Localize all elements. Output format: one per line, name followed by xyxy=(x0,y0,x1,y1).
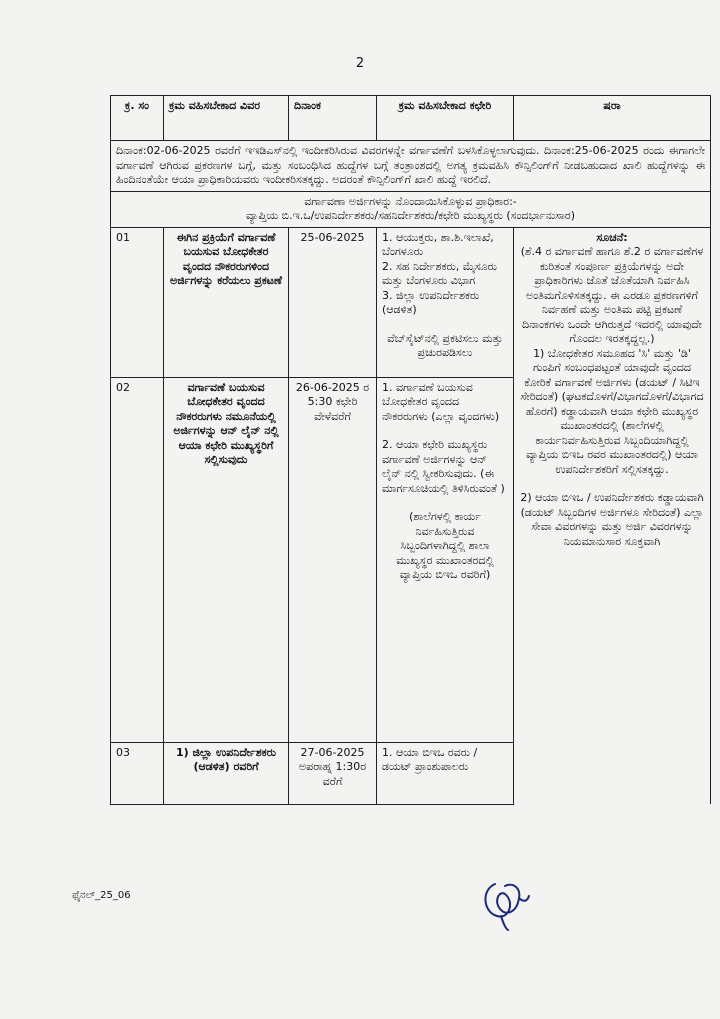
office-item: 1. ವರ್ಗಾವಣೆ ಬಯಸುವ ಬೋಧಕೇತರ ವೃಂದದ ನೌಕರರುಗಳು (ಎಲ್ಲಾ ವೃಂದಗಳು) xyxy=(382,380,500,423)
header-procedure: ಕ್ರಮ ವಹಿಸಬೇಕಾದ ವಿವರ xyxy=(164,96,289,141)
row-office xyxy=(377,227,514,377)
remarks-para-1: (ಶೆ.4 ರ ವರ್ಗಾವಣೆ ಹಾಗೂ ಶೆ.2 ರ ವರ್ಗಾವಣೆಗಳ ಕುರಿತಂತೆ ಸಂಪೂರ್ಣ ಪ್ರಕ್ರಿಯೆಗಳನ್ನು ಅದೇ ಪ್ರಾಧಿಕಾರಿಗಳು ಜೊತೆ ಜೊತೆಯಾಗಿ ನಿರ್ವಹಿಸಿ ಅಂತಿಮಗೊಳಿಸತಕ್ಕದ್ದು. ಈ ಎರಡೂ ಪ್ರಕರಣಗಳಿಗೆ ನಿರ್ವಹಣೆ ಮತ್ತು ಅಂತಿಮ ಪಟ್ಟಿ ಪ್ರಕಟಣೆ ದಿನಾಂಕಗಳು ಒಂದೇ ಆಗಿರುತ್ತದೆ ಇದರಲ್ಲಿ ಯಾವುದೇ ಗೊಂದಲ ಇರತಕ್ಕದ್ದಲ್ಲ.) xyxy=(520,245,704,346)
office-item: 2. ಆಯಾ ಕಛೇರಿ ಮುಖ್ಯಸ್ಥರು ವರ್ಗಾವಣೆ ಅರ್ಜಿಗಳನ್ನು ಆನ್ ಲೈನ್ ನಲ್ಲಿ ಸ್ವೀಕರಿಸುವುದು. (ಈ ಮಾರ್ಗಸೂಚಿಯಲ್ಲಿ ತಿಳಿಸಿರುವಂತೆ ) xyxy=(382,438,505,495)
office-note: (ಶಾಲೆಗಳಲ್ಲಿ ಕಾರ್ಯ ನಿರ್ವಹಿಸುತ್ತಿರುವ ಸಿಬ್ಬಂದಿಗಳಾಗಿದ್ದಲ್ಲಿ ಶಾಲಾ ಮುಖ್ಯಸ್ಥರ ಮುಖಾಂತರದಲ್ಲಿ ವ್ಯಾಪ್ತಿಯ ಬಿಇಒ ರವರಿಗೆ) xyxy=(396,510,494,582)
row-office xyxy=(377,742,514,804)
header-office: ಕ್ರಮ ವಹಿಸಬೇಕಾದ ಕಛೇರಿ xyxy=(377,96,514,141)
page-number: 2 xyxy=(355,56,365,71)
row-office xyxy=(377,377,514,742)
office-item: 1. ಆಯಾ ಬಿಇಒ ರವರು / ಡಯಟ್ ಪ್ರಾಂಶುಪಾಲರು xyxy=(382,745,478,774)
header-remarks: ಷರಾ xyxy=(514,96,711,141)
office-item: 2. ಸಹ ನಿರ್ದೇಶಕರು, ಮೈಸೂರು ಮತ್ತು ಬೆಂಗಳೂರು ವಿಭಾಗ xyxy=(382,259,497,288)
office-item: 1. ಆಯುಕ್ತರು, ಶಾ.ಶಿ.ಇಲಾಖೆ, ಬೆಂಗಳೂರು xyxy=(382,230,494,259)
row-procedure: ವರ್ಗಾವಣೆ ಬಯಸುವ ಬೋಧಕೇತರ ವೃಂದದ ನೌಕರರುಗಳು ನಮೂನೆಯಲ್ಲಿ ಅರ್ಜಿಗಳನ್ನು ಆನ್ ಲೈನ್ ನಲ್ಲಿ ಆಯಾ ಕಛೇರಿ ಮುಖ್ಯಸ್ಥರಿಗೆ ಸಲ್ಲಿಸುವುದು xyxy=(164,377,289,742)
signature-image xyxy=(475,872,535,936)
row-date: 25-06-2025 xyxy=(289,227,377,377)
header-sl-no: ಕ್ರ. ಸಂ xyxy=(111,96,164,141)
remarks-para-2: 1) ಬೋಧಕೇತರ ಸಮೂಹದ 'ಸಿ' ಮತ್ತು 'ಡಿ' ಗುಂಪಿಗೆ ಸಂಬಂಧಪಟ್ಟಂತೆ ಯಾವುದೇ ವೃಂದದ ಕೋರಿಕೆ ವರ್ಗಾವಣೆ ಅರ್ಜಿಗಳು (ಡಯಟ್ / ಸಿಟಿಇ ಸೇರಿದಂತೆ) (ಘಟಕದೊಳಗೆ/ವಿಭಾಗದೊಳಗೆ/ವಿಭಾಗದ ಹೊರಗೆ) ಕಡ್ಡಾಯವಾಗಿ ಆಯಾ ಕಛೇರಿ ಮುಖ್ಯಸ್ಥರ ಮುಖಾಂತರದಲ್ಲಿ (ಶಾಲೆಗಳಲ್ಲಿ ಕಾರ್ಯನಿರ್ವಹಿಸುತ್ತಿರುವ ಸಿಬ್ಬಂದಿಯಾಗಿದ್ದಲ್ಲಿ ವ್ಯಾಪ್ತಿಯ ಬಿಇಒ ರವರ ಮುಖಾಂತರದಲ್ಲಿ) ಆಯಾ ಉಪನಿರ್ದೇಶಕರಿಗೆ ಸಲ್ಲಿಸತಕ್ಕದ್ದು. xyxy=(520,346,704,476)
remarks-cell xyxy=(514,227,711,804)
table-row xyxy=(111,227,711,377)
authority-row xyxy=(111,191,711,227)
row-number: 01 xyxy=(111,227,164,377)
row-number: 02 xyxy=(111,377,164,742)
office-item: 3. ಜಿಲ್ಲಾ ಉಪನಿರ್ದೇಶಕರು (ಆಡಳಿತ) xyxy=(382,288,480,317)
authority-cell xyxy=(111,191,711,227)
remarks-para-3: 2) ಆಯಾ ಬಿಇಒ / ಉಪನಿರ್ದೇಶಕರು ಕಡ್ಡಾಯವಾಗಿ (ಡಯಟ್ ಸಿಬ್ಬಂದಿಗಳ ಅರ್ಜಿಗಳೂ ಸೇರಿದಂತೆ) ಎಲ್ಲಾ ಸೇವಾ ವಿವರಗಳನ್ನು ಮತ್ತು ಅರ್ಜಿ ವಿವರಗಳನ್ನು ನಿಯಮಾನುಸಾರ ಸೂಕ್ತವಾಗಿ xyxy=(520,491,704,548)
row-date: 26-06-2025 ರ 5:30 ಕಛೇರಿ ವೇಳೆವರೆಗೆ xyxy=(289,377,377,742)
transfer-schedule-table xyxy=(110,95,711,805)
office-note: ವೆಬ್‌ಸೈಟ್‌ನಲ್ಲಿ ಪ್ರಕಟಿಸಲು ಮತ್ತು ಪ್ರಚುರಪಡಿಸಲು xyxy=(387,331,503,360)
authority-detail: ವ್ಯಾಪ್ತಿಯ ಬಿ.ಇ.ಒ/ಉಪನಿರ್ದೇಶಕರು/ಸಹನಿರ್ದೇಶಕರು/ಕಛೇರಿ ಮುಖ್ಯಸ್ಥರು (ಸಂದರ್ಭಾನುಸಾರ) xyxy=(245,209,576,223)
row-date: 27-06-2025 ಅಪರಾಹ್ನ 1:30ರ ವರೆಗೆ xyxy=(289,742,377,804)
table-header-row xyxy=(111,96,711,141)
row-procedure: ಈಗಿನ ಪ್ರಕ್ರಿಯೆಗೆ ವರ್ಗಾವಣೆ ಬಯಸುವ ಬೋಧಕೇತರ ವೃಂದದ ನೌಕರರುಗಳಿಂದ ಅರ್ಜಿಗಳನ್ನು ಕರೆಯಲು ಪ್ರಕಟಣೆ xyxy=(164,227,289,377)
row-procedure: 1) ಜಿಲ್ಲಾ ಉಪನಿರ್ದೇಶಕರು (ಆಡಳಿತ) ರವರಿಗೆ xyxy=(164,742,289,804)
header-date: ದಿನಾಂಕ xyxy=(289,96,377,141)
remarks-title: ಸೂಚನೆ: xyxy=(596,230,628,244)
info-paragraph: ದಿನಾಂಕ:02-06-2025 ರವರೆಗೆ ಇಇಡಿಎಸ್‌ನಲ್ಲಿ ಇಂದೀಕರಿಸಿರುವ ವಿವರಗಳನ್ನೇ ವರ್ಗಾವಣೆಗೆ ಬಳಸಿಕೊಳ್ಳಲಾಗುವುದು. ದಿನಾಂಕ:25-06-2025 ರಂದು ಈಗಾಗಲೇ ವರ್ಗಾವಣೆ ಆಗಿರುವ ಪ್ರಕರಣಗಳ ಬಗ್ಗೆ, ಮತ್ತು ಸಂಬಂಧಿಸಿದ ಹುದ್ದೆಗಳ ಬಗ್ಗೆ ತಂತ್ರಾಂಶದಲ್ಲಿ ಅಗತ್ಯ ಕ್ರಮವಹಿಸಿ ಕೌನ್ಸಿಲಿಂಗ್‌ಗೆ ನೀಡಬಹುದಾದ ಖಾಲಿ ಹುದ್ದೆಗಳನ್ನು ಈ ಹಿಂದಿನಂತೆಯೇ ಆಯಾ ಪ್ರಾಧಿಕಾರಿಯವರು ಇಂದೀಕರಿಸತಕ್ಕದ್ದು. ಅದರಂತೆ ಕೌನ್ಸಿಲಿಂಗ್‌ಗೆ ಖಾಲಿ ಹುದ್ದೆ ಇರಲಿದೆ. xyxy=(111,141,711,192)
info-row xyxy=(111,141,711,192)
footer-code: ಫೈನಲ್_25_06 xyxy=(72,890,131,901)
row-number: 03 xyxy=(111,742,164,804)
authority-heading: ವರ್ಗಾವಣಾ ಅರ್ಜಿಗಳನ್ನು ನೊಂದಾಯಿಸಿಕೊಳ್ಳುವ ಪ್ರಾಧಿಕಾರ:- xyxy=(304,194,517,208)
